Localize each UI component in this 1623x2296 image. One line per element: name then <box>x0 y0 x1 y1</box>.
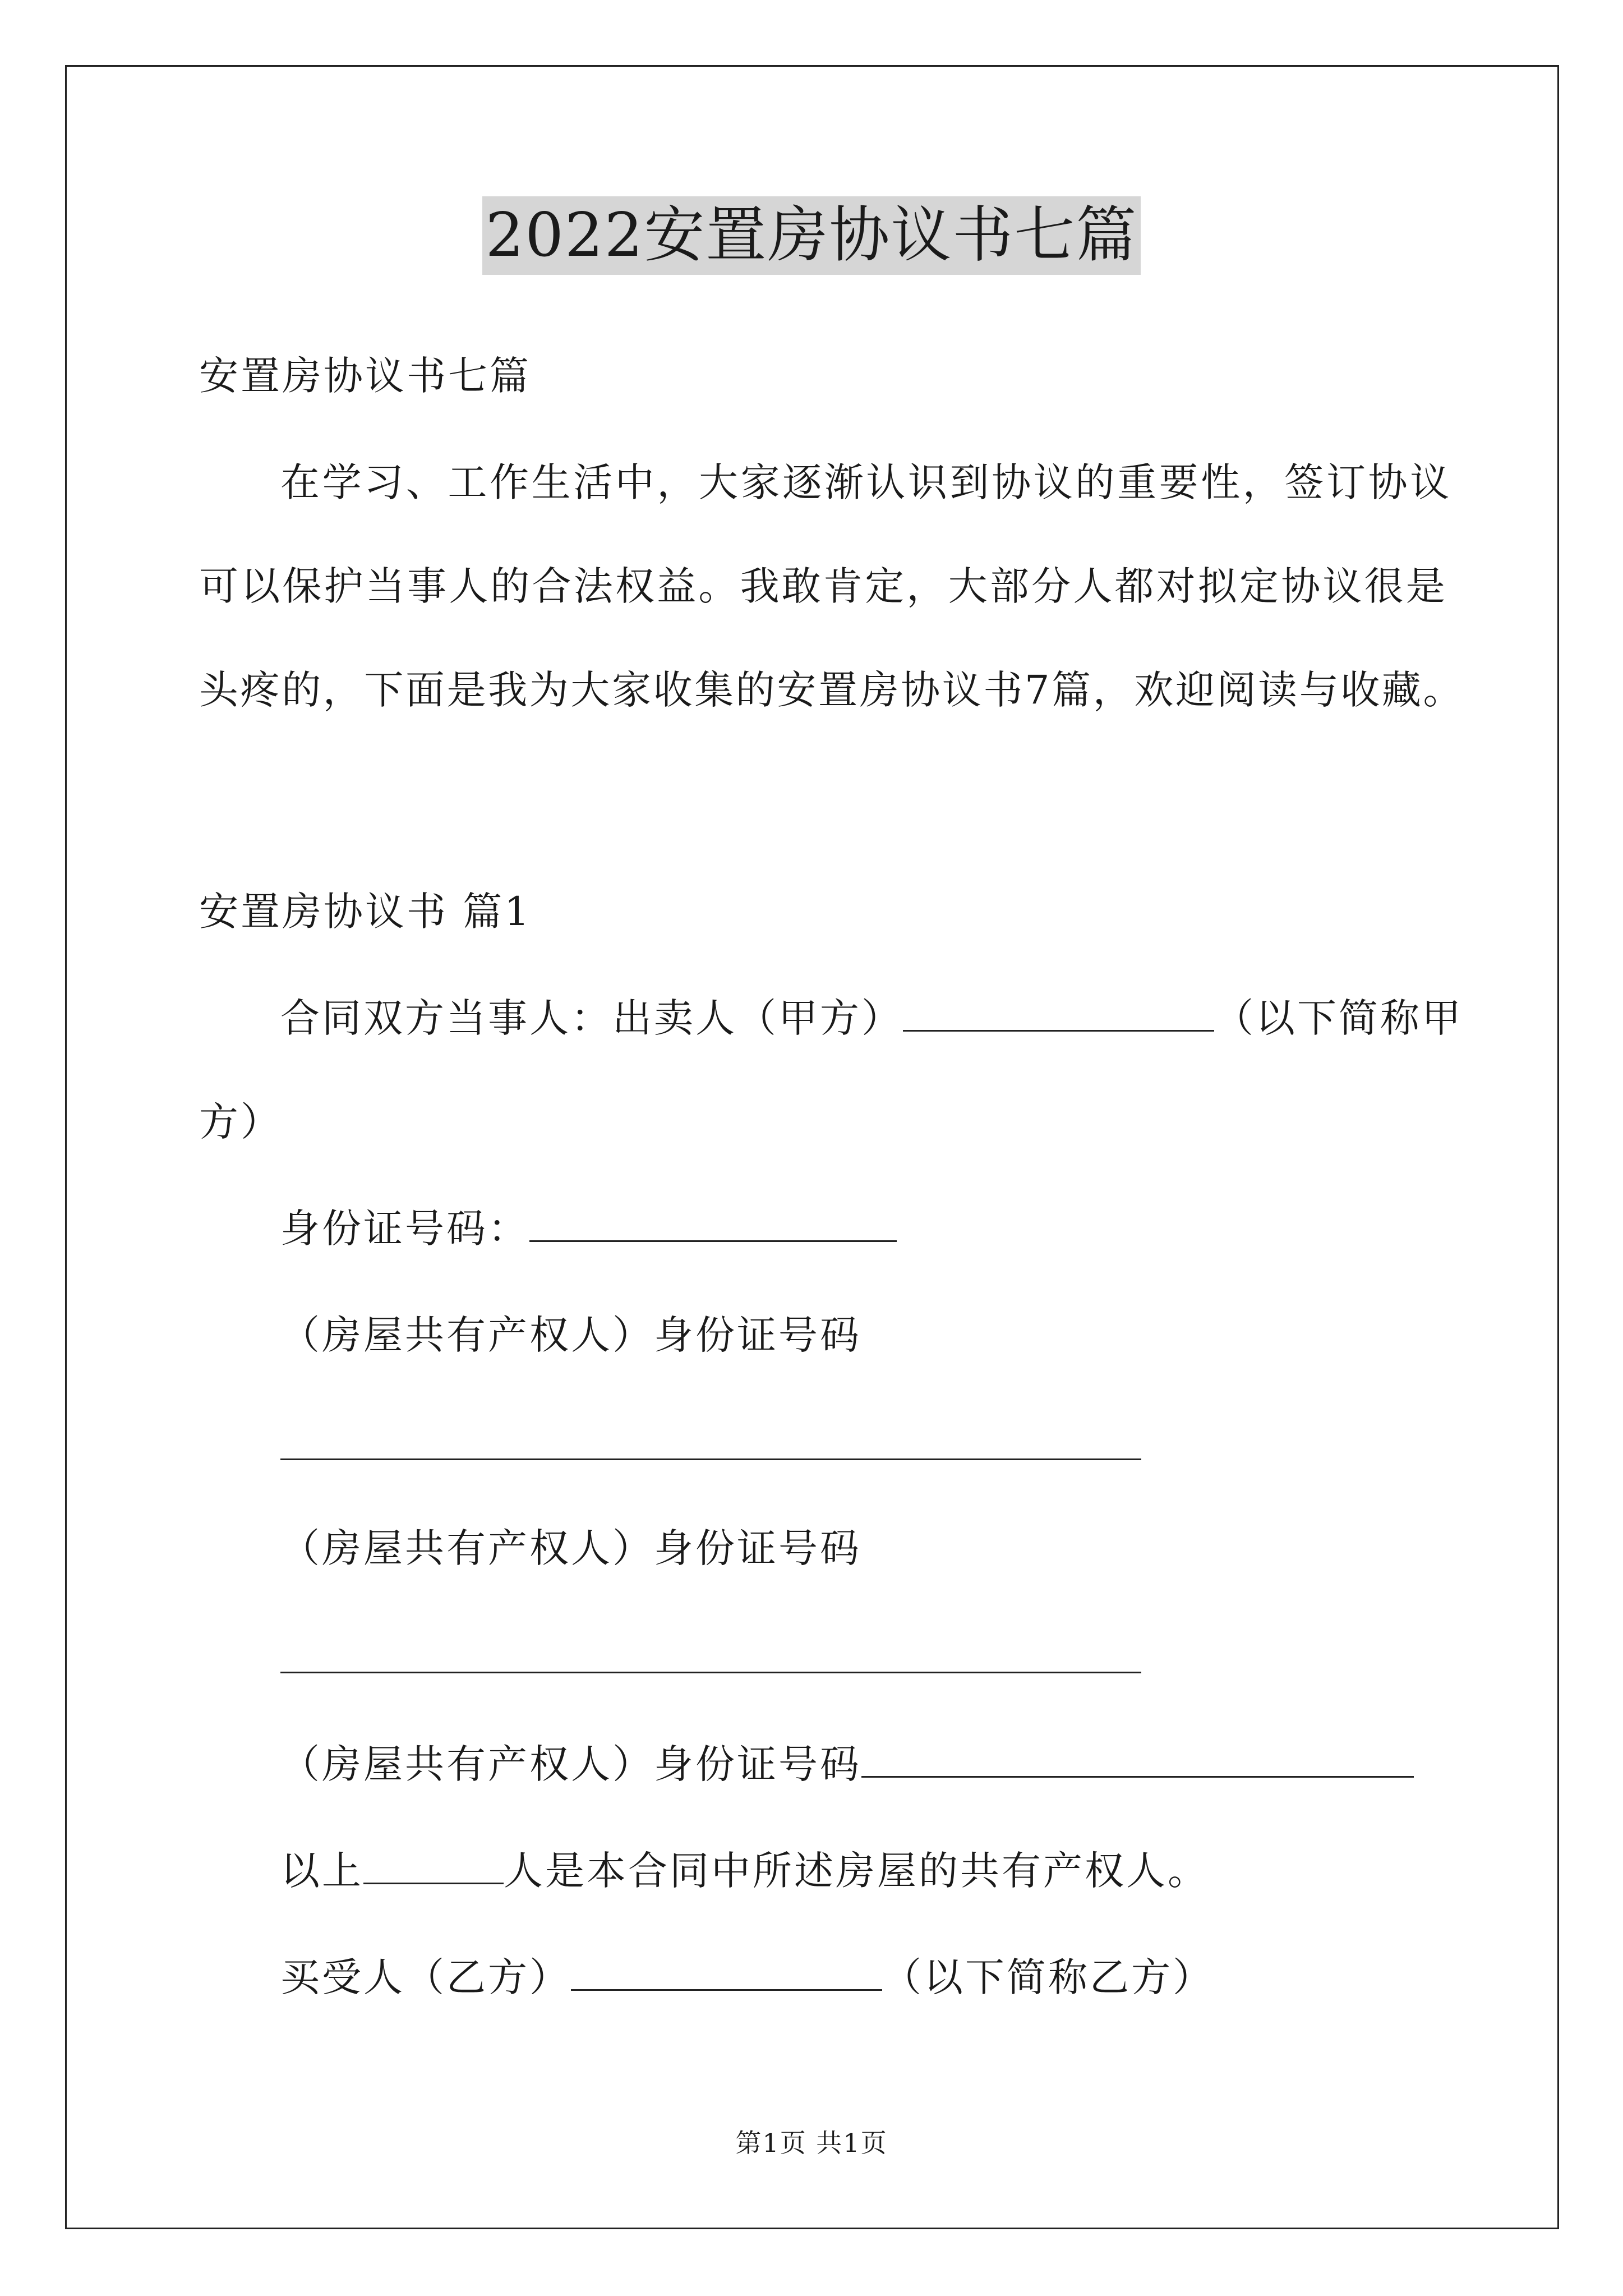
co-owner-id-blank-3[interactable] <box>861 1742 1414 1778</box>
document-title: 2022安置房协议书七篇 <box>482 196 1141 275</box>
co-owner-line-3 <box>280 1739 1414 1789</box>
section-1-heading: 安置房协议书 篇1 <box>199 889 532 935</box>
co-owner-count-line <box>280 1846 1209 1896</box>
id-number-blank[interactable] <box>529 1207 897 1242</box>
co-owner-count-suffix: 人是本合同中所述房屋的共有产权人。 <box>504 1848 1209 1894</box>
intro-paragraph-line-2: 可以保护当事人的合法权益。我敢肯定，大部分人都对拟定协议很是 <box>199 563 1447 609</box>
page-footer: 第1页 共1页 <box>735 2128 888 2158</box>
party-b-name-blank[interactable] <box>571 1955 882 1991</box>
party-a-abbrev: （以下简称甲 <box>1214 995 1463 1041</box>
co-owner-id-blank-2[interactable] <box>280 1672 1141 1673</box>
party-a-name-blank[interactable] <box>903 996 1214 1032</box>
document-subtitle: 安置房协议书七篇 <box>199 353 531 399</box>
co-owner-count-blank[interactable] <box>363 1849 504 1884</box>
title-container <box>0 196 1623 275</box>
intro-text-1: 在学习、工作生活中，大家逐渐认识到协议的重要性，签订协议 <box>280 459 1452 505</box>
intro-paragraph-line-1 <box>280 457 1452 508</box>
co-owner-id-blank-1[interactable] <box>280 1458 1141 1460</box>
co-owner-count-prefix: 以上 <box>280 1848 363 1894</box>
intro-paragraph-line-3: 头疼的，下面是我为大家收集的安置房协议书7篇，欢迎阅读与收藏。 <box>199 667 1465 713</box>
id-number-label: 身份证号码： <box>280 1205 529 1251</box>
co-owner-label-1: （房屋共有产权人）身份证号码 <box>280 1312 861 1358</box>
party-b-line <box>280 1952 1214 2003</box>
party-b-abbrev: （以下简称乙方） <box>882 1954 1214 2000</box>
co-owner-label-3: （房屋共有产权人）身份证号码 <box>280 1741 861 1787</box>
id-number-line <box>280 1203 897 1254</box>
party-a-line <box>280 993 1463 1043</box>
party-b-label: 买受人（乙方） <box>280 1954 571 2000</box>
party-a-wrap: 方） <box>199 1099 282 1145</box>
party-a-label: 合同双方当事人：出卖人（甲方） <box>280 995 903 1041</box>
co-owner-label-2: （房屋共有产权人）身份证号码 <box>280 1525 861 1571</box>
